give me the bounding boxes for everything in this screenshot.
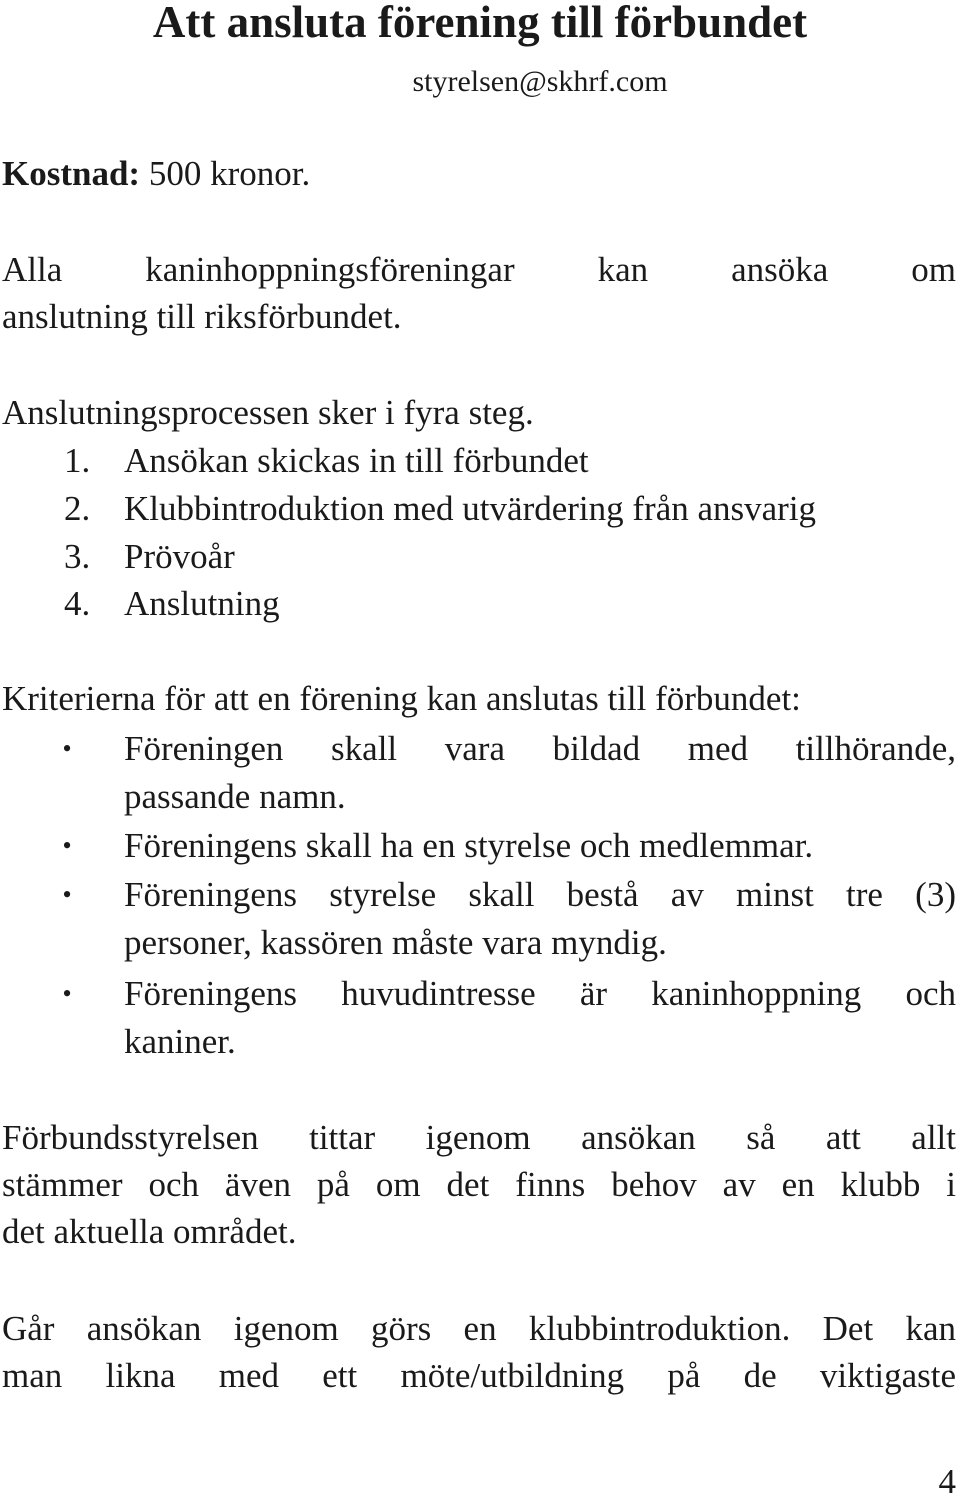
contact-email: [0, 62, 960, 102]
process-step: [64, 485, 816, 532]
criteria-item-line-2: kaniner.: [124, 1022, 236, 1061]
criteria-item-line-2: passande namn.: [124, 777, 346, 816]
step-text: Klubbintroduktion med utvärdering från ansvarig: [124, 489, 817, 528]
page-title: Att ansluta förening till förbundet: [152, 0, 808, 47]
bullet-icon: •: [62, 734, 72, 763]
process-step: [64, 437, 589, 484]
criteria-item-line-1: Föreningens styrelse skall bestå av minst tre (3): [124, 875, 956, 914]
step-text: Prövoår: [124, 537, 235, 576]
bullet-icon: •: [62, 831, 72, 860]
criteria-item-line-1: Föreningens skall ha en styrelse och medlemmar.: [124, 826, 814, 865]
contact-email-text: styrelsen@skhrf.com: [412, 65, 668, 98]
step-number: 1.: [64, 441, 91, 480]
cost-label: Kostnad:: [2, 154, 141, 193]
intro-line-2: anslutning till riksförbundet.: [2, 297, 402, 336]
step-text: Anslutning: [124, 584, 280, 623]
intro-step-line-2: man likna med ett möte/utbildning på de viktigaste: [2, 1356, 956, 1395]
intro-line-1: Alla kaninhoppningsföreningar kan ansöka om: [2, 250, 956, 289]
process-step: [64, 580, 280, 627]
step-number: 3.: [64, 537, 91, 576]
criteria-item-line-1: Föreningen skall vara bildad med tillhörande,: [124, 729, 956, 768]
criteria-item-line-1: Föreningens huvudintresse är kaninhoppning och: [124, 974, 956, 1013]
step-number: 2.: [64, 489, 91, 528]
intro-step-line-1: Går ansökan igenom görs en klubbintroduktion. Det kan: [2, 1309, 956, 1348]
criteria-heading: Kriterierna för att en förening kan anslutas till förbundet:: [2, 679, 801, 718]
step-text: Ansökan skickas in till förbundet: [124, 441, 589, 480]
bullet-icon: •: [62, 880, 72, 909]
page-number: 4: [938, 1462, 956, 1501]
bullet-icon: •: [62, 979, 72, 1008]
process-step: [64, 533, 235, 580]
review-line-3: det aktuella området.: [2, 1212, 297, 1251]
review-line-1: Förbundsstyrelsen tittar igenom ansökan så att allt: [2, 1118, 956, 1157]
step-number: 4.: [64, 584, 91, 623]
review-line-2: stämmer och även på om det finns behov av en klubb i: [2, 1165, 956, 1204]
cost-value: 500 kronor.: [140, 154, 311, 193]
process-heading: Anslutningsprocessen sker i fyra steg.: [2, 393, 534, 432]
criteria-item-line-2: personer, kassören måste vara myndig.: [124, 923, 667, 962]
cost-line: [2, 150, 310, 197]
